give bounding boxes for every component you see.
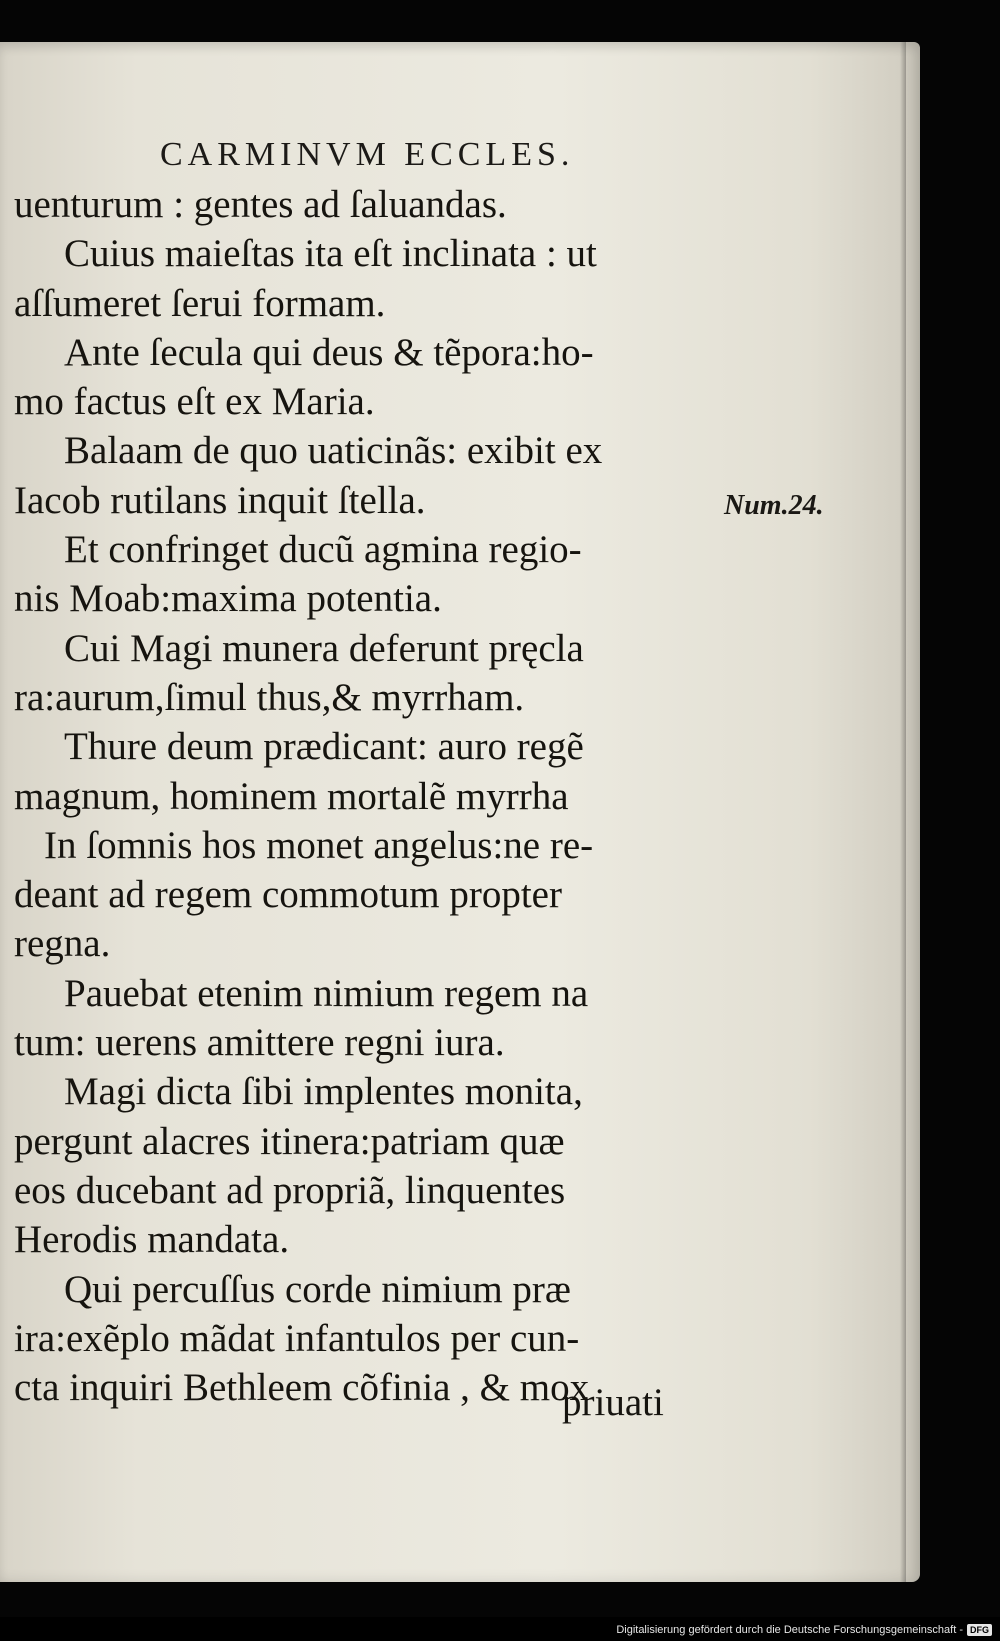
text-line: eos ducebant ad propriã, linquentes: [14, 1168, 566, 1212]
text-line: Magi dicta ſibi implentes monita,: [64, 1070, 583, 1114]
text-line: magnum, hominem mortalẽ myrrha: [14, 774, 569, 818]
digitization-credit: [616, 1624, 992, 1636]
text-line: In ſomnis hos monet angelus:ne re-: [44, 823, 594, 867]
body-text: [14, 180, 714, 1412]
text-line: Balaam de quo uaticinãs: exibit ex: [64, 429, 603, 473]
text-line: Herodis mandata.: [14, 1218, 290, 1262]
text-line: Ante ſecula qui deus & tẽpora:ho-: [64, 330, 594, 374]
page-edge-shadow: [900, 42, 906, 1582]
text-line: mo factus eſt ex Maria.: [14, 380, 375, 424]
text-line: tum: uerens amittere regni iura.: [14, 1021, 505, 1065]
text-line: Et confringet ducũ agmina regio-: [64, 528, 582, 572]
text-line: pergunt alacres itinera:patriam quæ: [14, 1119, 565, 1163]
text-line: ra:aurum,ſimul thus,& myrrham.: [14, 675, 525, 719]
text-line: Pauebat etenim nimium regem na: [64, 971, 589, 1015]
text-line: Qui percuſſus corde nimium præ: [64, 1267, 571, 1311]
text-line: Iacob rutilans inquit ſtella.: [14, 478, 426, 522]
text-line: Cui Magi munera deferunt pręcla: [64, 626, 584, 670]
text-line: nis Moab:maxima potentia.: [14, 577, 442, 621]
marginal-note: Num.24.: [724, 490, 824, 521]
text-line: deant ad regem commotum propter: [14, 873, 562, 917]
text-line: uenturum : gentes ad ſaluandas.: [14, 183, 507, 226]
text-line: aſſumeret ſerui formam.: [14, 281, 386, 325]
catchword: priuati: [562, 1381, 664, 1424]
credit-text: Digitalisierung gefördert durch die Deutsche Forschungsgemeinschaft -: [616, 1624, 963, 1636]
text-line: Cuius maieſtas ita eſt inclinata : ut: [64, 232, 597, 276]
text-line: regna.: [14, 922, 111, 966]
text-line: Thure deum prædicant: auro regẽ: [64, 725, 584, 769]
text-line: cta inquiri Bethleem cõfinia , & mox: [14, 1366, 590, 1410]
running-title: CARMINVM ECCLES.: [160, 136, 575, 173]
text-line: ira:exẽplo mãdat infantulos per cun-: [14, 1316, 580, 1360]
dfg-logo-icon: DFG: [967, 1624, 992, 1636]
